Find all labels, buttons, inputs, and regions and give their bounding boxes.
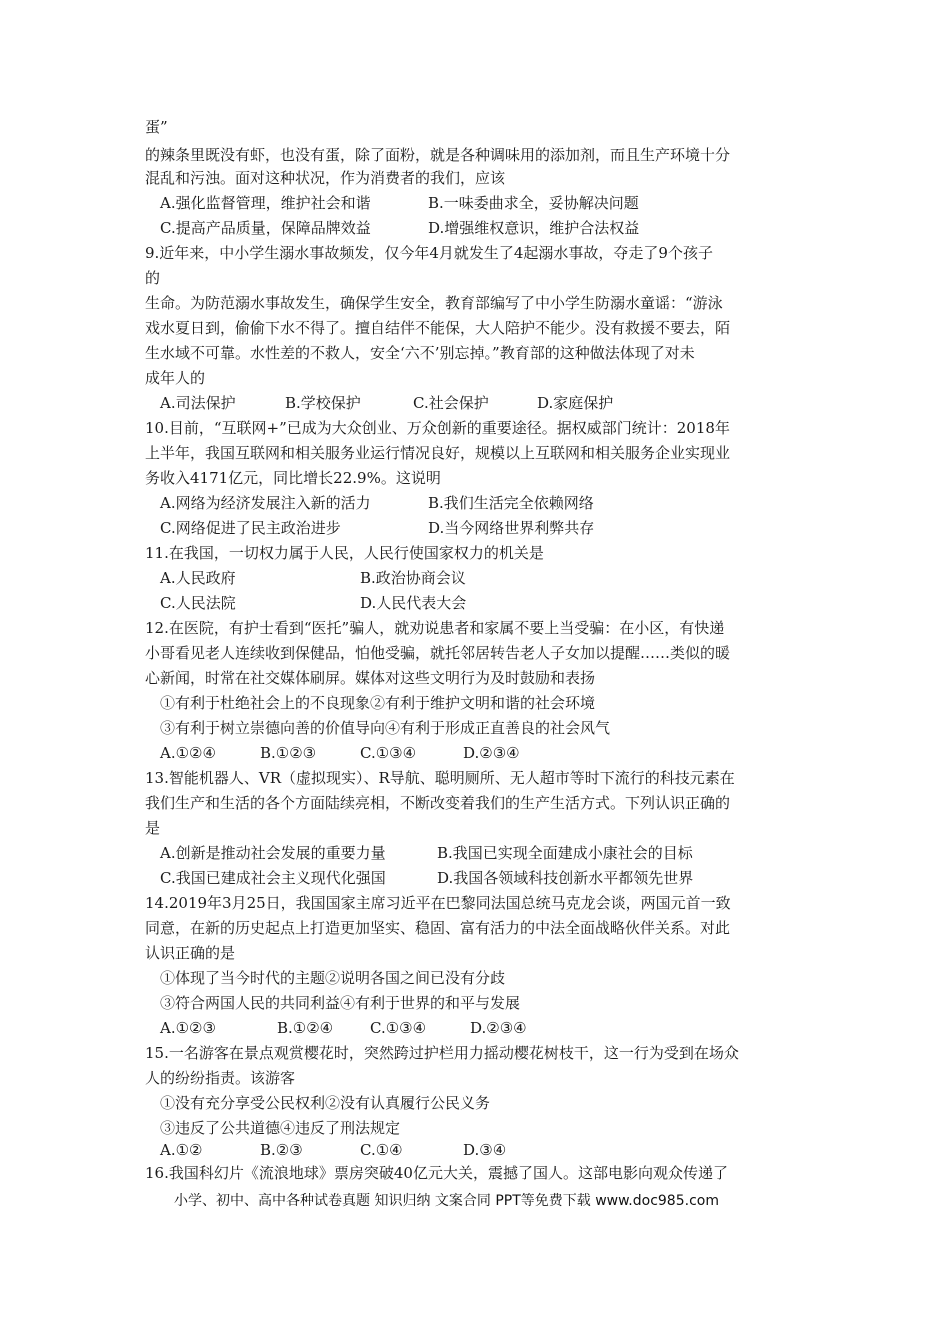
question-9-line: 9.近年来，中小学生溺水事故频发，仅今年4月就发生了4起溺水事故，夺走了9个孩子 — [145, 244, 713, 262]
question-15-line: 人的纷纷指责。该游客 — [145, 1069, 296, 1087]
option-b: B.我们生活完全依赖网络 — [428, 494, 594, 512]
option-d: D.当今网络世界利弊共存 — [428, 519, 595, 537]
question-11-line: 11.在我国，一切权力属于人民，人民行使国家权力的机关是 — [145, 544, 544, 562]
question-12-line: 小哥看见老人连续收到保健品，怕他受骗，就托邻居转告老人子女加以提醒……类似的暖 — [145, 644, 731, 662]
statement-line: ①没有充分享受公民权利②没有认真履行公民义务 — [160, 1094, 491, 1112]
footer-download-note: 小学、初中、高中各种试卷真题 知识归纳 文案合同 PPT等免费下载 www.doc985.com — [174, 1193, 719, 1209]
question-13-line: 是 — [145, 819, 161, 837]
text-line: 蛋” — [145, 118, 168, 136]
option-c: C.提高产品质量，保障品牌效益 — [160, 219, 371, 237]
option-a: A.①②③ — [160, 1019, 216, 1037]
option-a: A.司法保护 — [160, 394, 236, 412]
question-14-line: 同意，在新的历史起点上打造更加坚实、稳固、富有活力的中法全面战略伙伴关系。对此 — [145, 919, 731, 937]
option-d: D.②③④ — [470, 1019, 527, 1037]
question-9-line: 生水域不可靠。水性差的不救人，安全‘六不’别忘掉。”教育部的这种做法体现了对未 — [145, 344, 695, 362]
question-9-line: 戏水夏日到，偷偷下水不得了。擅自结伴不能保，大人陪护不能少。没有救援不要去，陌 — [145, 319, 731, 337]
question-10-line: 务收入4171亿元，同比增长22.9%。这说明 — [145, 469, 441, 487]
option-b: B.①②④ — [277, 1019, 334, 1037]
question-13-line: 13.智能机器人、VR（虚拟现实）、R导航、聪明厕所、无人超市等时下流行的科技元素在 — [145, 769, 735, 787]
text-line: 混乱和污浊。面对这种状况，作为消费者的我们，应该 — [145, 169, 506, 187]
option-c: C.①③④ — [370, 1019, 427, 1037]
statement-line: ①有利于杜绝社会上的不良现象②有利于维护文明和谐的社会环境 — [160, 694, 596, 712]
question-12-line: 心新闻，时常在社交媒体刷屏。媒体对这些文明行为及时鼓励和表扬 — [145, 669, 596, 687]
question-13-line: 我们生产和生活的各个方面陆续亮相，不断改变着我们的生产生活方式。下列认识正确的 — [145, 794, 731, 812]
question-14-line: 14.2019年3月25日，我国国家主席习近平在巴黎同法国总统马克龙会谈，两国元首一致 — [145, 894, 731, 912]
option-d: D.③④ — [463, 1141, 507, 1159]
question-9-line: 生命。为防范溺水事故发生，确保学生安全，教育部编写了中小学生防溺水童谣：“游泳 — [145, 294, 723, 312]
option-a: A.①② — [160, 1141, 203, 1159]
option-a: A.创新是推动社会发展的重要力量 — [160, 844, 386, 862]
option-c: C.①③④ — [360, 744, 417, 762]
option-b: B.①②③ — [260, 744, 317, 762]
option-b: B.学校保护 — [285, 394, 361, 412]
question-10-line: 10.目前，“互联网+”已成为大众创业、万众创新的重要途径。据权威部门统计：2018年 — [145, 419, 730, 437]
option-d: D.②③④ — [463, 744, 520, 762]
question-14-line: 认识正确的是 — [145, 944, 236, 962]
statement-line: ③违反了公共道德④违反了刑法规定 — [160, 1119, 401, 1137]
option-a: A.网络为经济发展注入新的活力 — [160, 494, 371, 512]
option-d: D.家庭保护 — [537, 394, 614, 412]
option-a: A.强化监督管理，维护社会和谐 — [160, 194, 371, 212]
statement-line: ③符合两国人民的共同利益④有利于世界的和平与发展 — [160, 994, 521, 1012]
question-9-line: 的 — [145, 269, 161, 287]
option-b: B.一味委曲求全，妥协解决问题 — [428, 194, 639, 212]
option-a: A.①②④ — [160, 744, 216, 762]
option-b: B.我国已实现全面建成小康社会的目标 — [437, 844, 693, 862]
option-c: C.人民法院 — [160, 594, 236, 612]
statement-line: ①体现了当今时代的主题②说明各国之间已没有分歧 — [160, 969, 506, 987]
question-10-line: 上半年，我国互联网和相关服务业运行情况良好，规模以上互联网和相关服务企业实现业 — [145, 444, 731, 462]
option-a: A.人民政府 — [160, 569, 236, 587]
question-12-line: 12.在医院，有护士看到“医托”骗人，就劝说患者和家属不要上当受骗：在小区，有快递 — [145, 619, 725, 637]
option-c: C.①④ — [360, 1141, 403, 1159]
option-b: B.②③ — [260, 1141, 303, 1159]
option-d: D.人民代表大会 — [360, 594, 467, 612]
option-d: D.我国各领域科技创新水平都领先世界 — [437, 869, 694, 887]
text-line: 的辣条里既没有虾，也没有蛋，除了面粉，就是各种调味用的添加剂，而且生产环境十分 — [145, 146, 731, 164]
option-c: C.我国已建成社会主义现代化强国 — [160, 869, 386, 887]
option-b: B.政治协商会议 — [360, 569, 466, 587]
question-15-line: 15.一名游客在景点观赏樱花时，突然跨过护栏用力摇动樱花树枝干，这一行为受到在场众 — [145, 1044, 739, 1062]
statement-line: ③有利于树立崇德向善的价值导向④有利于形成正直善良的社会风气 — [160, 719, 611, 737]
option-c: C.社会保护 — [413, 394, 489, 412]
option-d: D.增强维权意识，维护合法权益 — [428, 219, 640, 237]
option-c: C.网络促进了民主政治进步 — [160, 519, 341, 537]
question-9-line: 成年人的 — [145, 369, 206, 387]
question-16-line: 16.我国科幻片《流浪地球》票房突破40亿元大关，震撼了国人。这部电影向观众传递了 — [145, 1164, 728, 1182]
